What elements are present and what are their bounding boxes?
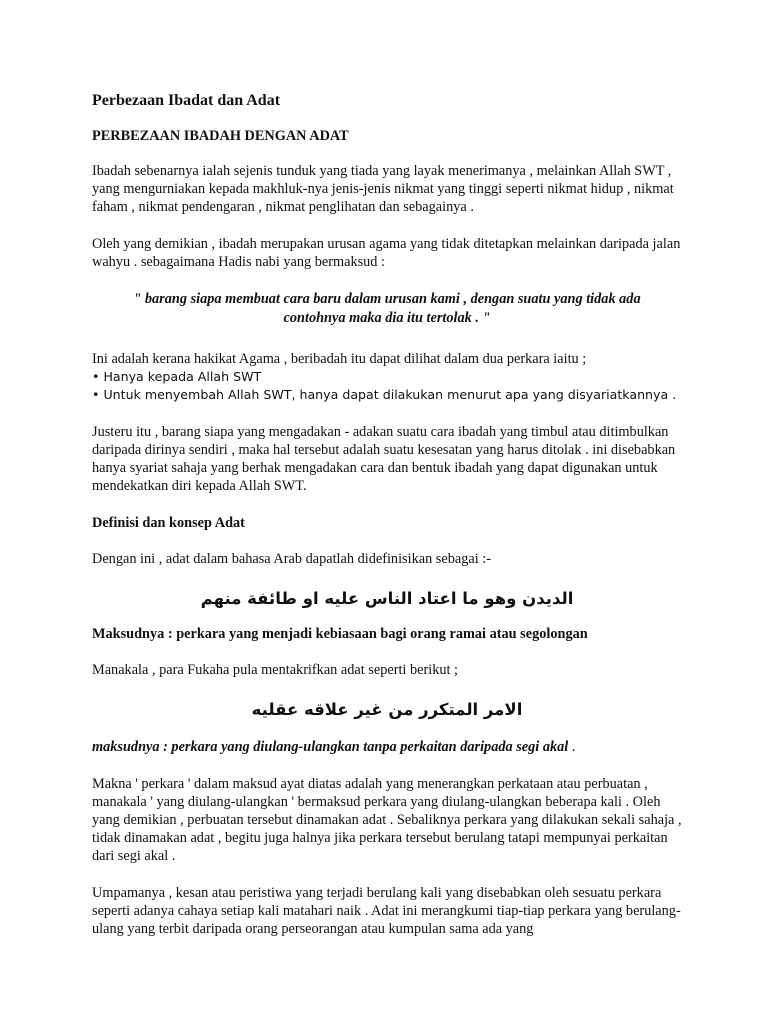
paragraph-justeru: Justeru itu , barang siapa yang mengadakan - adakan suatu cara ibadah yang timbul atau ditimbulkan daripada dirinya sendiri , maka hal tersebut adalah suatu kesesatan yang harus ditolak . ini disebabkan hanya syariat sahaja yang berhak mengadakan cara dan bentuk ibadah yang dapat digunakan untuk mendekatkan diri kepada Allah SWT. bbox=[92, 424, 676, 494]
maksud-line-2-text: maksudnya : perkara yang diulang-ulangkan tanpa perkaitan daripada segi akal bbox=[92, 739, 569, 755]
paragraph-ibadah-wahyu: Oleh yang demikian , ibadah merupakan urusan agama yang tidak ditetapkan melainkan daripada jalan wahyu . sebagaimana Hadis nabi yang bermaksud : bbox=[92, 236, 681, 270]
paragraph-umpamanya: Umpamanya , kesan atau peristiwa yang terjadi berulang kali yang disebabkan oleh sesuatu perkara seperti adanya cahaya setiap kali matahari naik . Adat ini merangkumi tiap-tiap perkara yang berulang-ulang yang terbit daripada orang perseorangan atau kumpulan sama ada yang bbox=[92, 885, 681, 937]
list-item-text: Untuk menyembah Allah SWT, hanya dapat dilakukan menurut apa yang disyariatkannya . bbox=[103, 387, 677, 402]
paragraph-fukaha: Manakala , para Fukaha pula mentakrifkan adat seperti berikut ; bbox=[92, 662, 459, 678]
list-item-text: Hanya kepada Allah SWT bbox=[103, 369, 262, 384]
maksud-line-2 bbox=[92, 738, 682, 756]
document-subtitle: PERBEZAAN IBADAH DENGAN ADAT bbox=[92, 128, 349, 144]
bullet-icon: • bbox=[92, 387, 100, 402]
paragraph-ibadah-definition: Ibadah sebenarnya ialah sejenis tunduk yang tiada yang layak menerimanya , melainkan Allah SWT , yang mengurniakan kepada makhluk-nya jenis-jenis nikmat yang tinggi seperti nikmat hidup , nikmat faham , nikmat pendengaran , nikmat penglihatan dan sebagainya . bbox=[92, 163, 674, 215]
arabic-definition-2: الامر المتكرر من غير علاقه عقليه bbox=[251, 700, 523, 719]
section-heading-adat: Definisi dan konsep Adat bbox=[92, 515, 245, 531]
maksud-line-1: Maksudnya : perkara yang menjadi kebiasaan bagi orang ramai atau segolongan bbox=[92, 626, 588, 642]
paragraph-adat-bahasa-arab: Dengan ini , adat dalam bahasa Arab dapatlah didefinisikan sebagai :- bbox=[92, 551, 491, 567]
arabic-definition-1: الديدن وهو ما اعتاد الناس عليه او طائفة منهم bbox=[200, 589, 574, 608]
hadith-quote: " barang siapa membuat cara baru dalam urusan kami , dengan suatu yang tidak ada contohnya maka dia itu tertolak . " bbox=[133, 291, 641, 326]
list-item bbox=[92, 368, 682, 386]
paragraph-hakikat-agama: Ini adalah kerana hakikat Agama , beribadah itu dapat dilihat dalam dua perkara iaitu ; bbox=[92, 351, 587, 367]
paragraph-makna-perkara: Makna ' perkara ' dalam maksud ayat diatas adalah yang menerangkan perkataan atau perbuatan , manakala ' yang diulang-ulangkan ' bermaksud perkara yang diulang-ulangkan beberapa kali . Oleh yang demikian , perbuatan tersebut dinamakan adat . Sebaliknya perkara yang dilakukan sekali sahaja , tidak dinamakan adat , begitu juga halnya jika perkara tersebut berulang tatapi mempunyai perkaitan dari segi akal . bbox=[92, 776, 682, 864]
maksud-line-2-tail: . bbox=[568, 739, 576, 755]
document-page bbox=[92, 92, 682, 957]
list-item bbox=[92, 386, 682, 404]
bullet-icon: • bbox=[92, 369, 100, 384]
ibadah-list bbox=[92, 368, 682, 404]
document-title: Perbezaan Ibadat dan Adat bbox=[92, 92, 281, 109]
